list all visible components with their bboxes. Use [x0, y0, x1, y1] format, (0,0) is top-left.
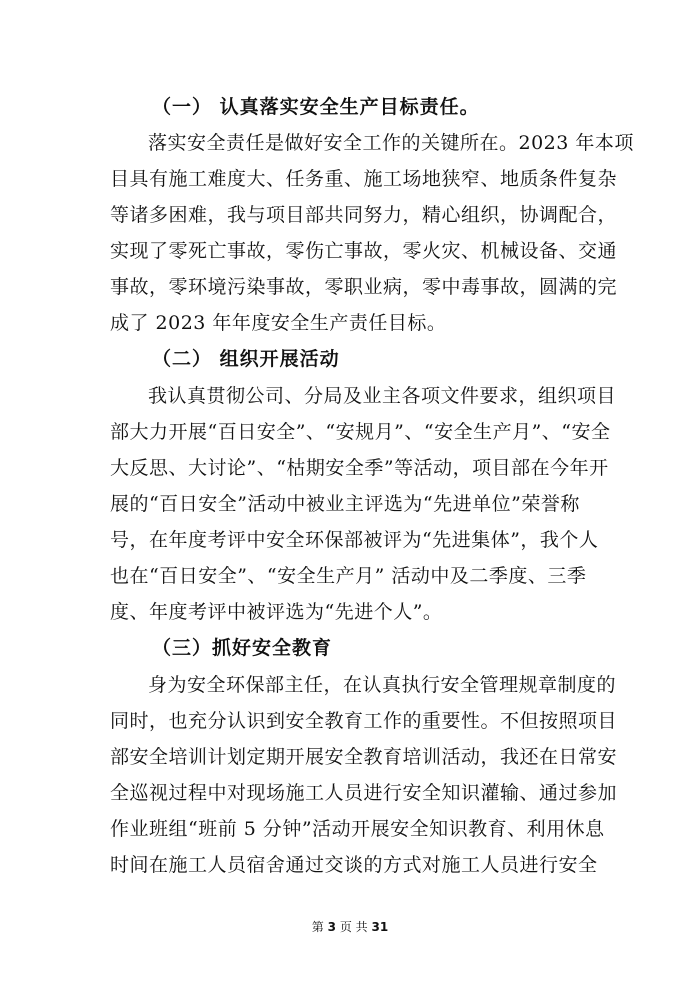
paragraph-line: 部安全培训计划定期开展安全教育培训活动，我还在日常安 — [110, 746, 618, 768]
paragraph-line: 等诸多困难，我与项目部共同努力，精心组织，协调配合， — [110, 204, 618, 226]
section-3-heading: （三）抓好安全教育 — [152, 637, 333, 659]
section-2-heading: （二） 组织开展活动 — [152, 348, 340, 370]
paragraph-line: 身为安全环保部主任，在认真执行安全管理规章制度的 — [148, 674, 617, 696]
paragraph-line: 成了 2023 年年度安全生产责任目标。 — [110, 312, 447, 334]
paragraph-line: 实现了零死亡事故，零伤亡事故，零火灾、机械设备、交通 — [110, 240, 618, 262]
page-footer — [0, 918, 700, 935]
paragraph-line: 大反思、大讨论”、“枯期安全季”等活动，项目部在今年开 — [110, 457, 609, 479]
paragraph-line: 全巡视过程中对现场施工人员进行安全知识灌输、通过参加 — [110, 782, 618, 804]
footer-total-pages: 31 — [371, 920, 389, 934]
footer-page-number: 3 — [327, 920, 336, 934]
paragraph-line: 我认真贯彻公司、分局及业主各项文件要求，组织项目 — [148, 385, 617, 407]
paragraph-line: 部大力开展“百日安全”、“安规月”、“安全生产月”、“安全 — [110, 421, 611, 443]
paragraph-line: 时间在施工人员宿舍通过交谈的方式对施工人员进行安全 — [110, 854, 598, 876]
paragraph-line: 展的“百日安全”活动中被业主评选为“先进单位”荣誉称 — [110, 493, 580, 515]
section-1-heading: （一） 认真落实安全生产目标责任。 — [152, 96, 480, 118]
footer-middle: 页 共 — [339, 920, 368, 934]
paragraph-line: 目具有施工难度大、任务重、施工场地狭窄、地质条件复杂 — [110, 168, 618, 190]
paragraph-line: 同时，也充分认识到安全教育工作的重要性。不但按照项目 — [110, 710, 618, 732]
paragraph-line: 也在“百日安全”、“安全生产月” 活动中及二季度、三季 — [110, 565, 587, 587]
paragraph-line: 落实安全责任是做好安全工作的关键所在。2023 年本项 — [148, 132, 634, 154]
paragraph-line: 作业班组“班前 5 分钟”活动开展安全知识教育、利用休息 — [110, 818, 605, 840]
paragraph-line: 度、年度考评中被评选为“先进个人”。 — [110, 601, 443, 623]
footer-prefix: 第 — [311, 920, 324, 934]
paragraph-line: 号，在年度考评中安全环保部被评为“先进集体”，我个人 — [110, 529, 599, 551]
paragraph-line: 事故，零环境污染事故，零职业病，零中毒事故，圆满的完 — [110, 276, 618, 298]
